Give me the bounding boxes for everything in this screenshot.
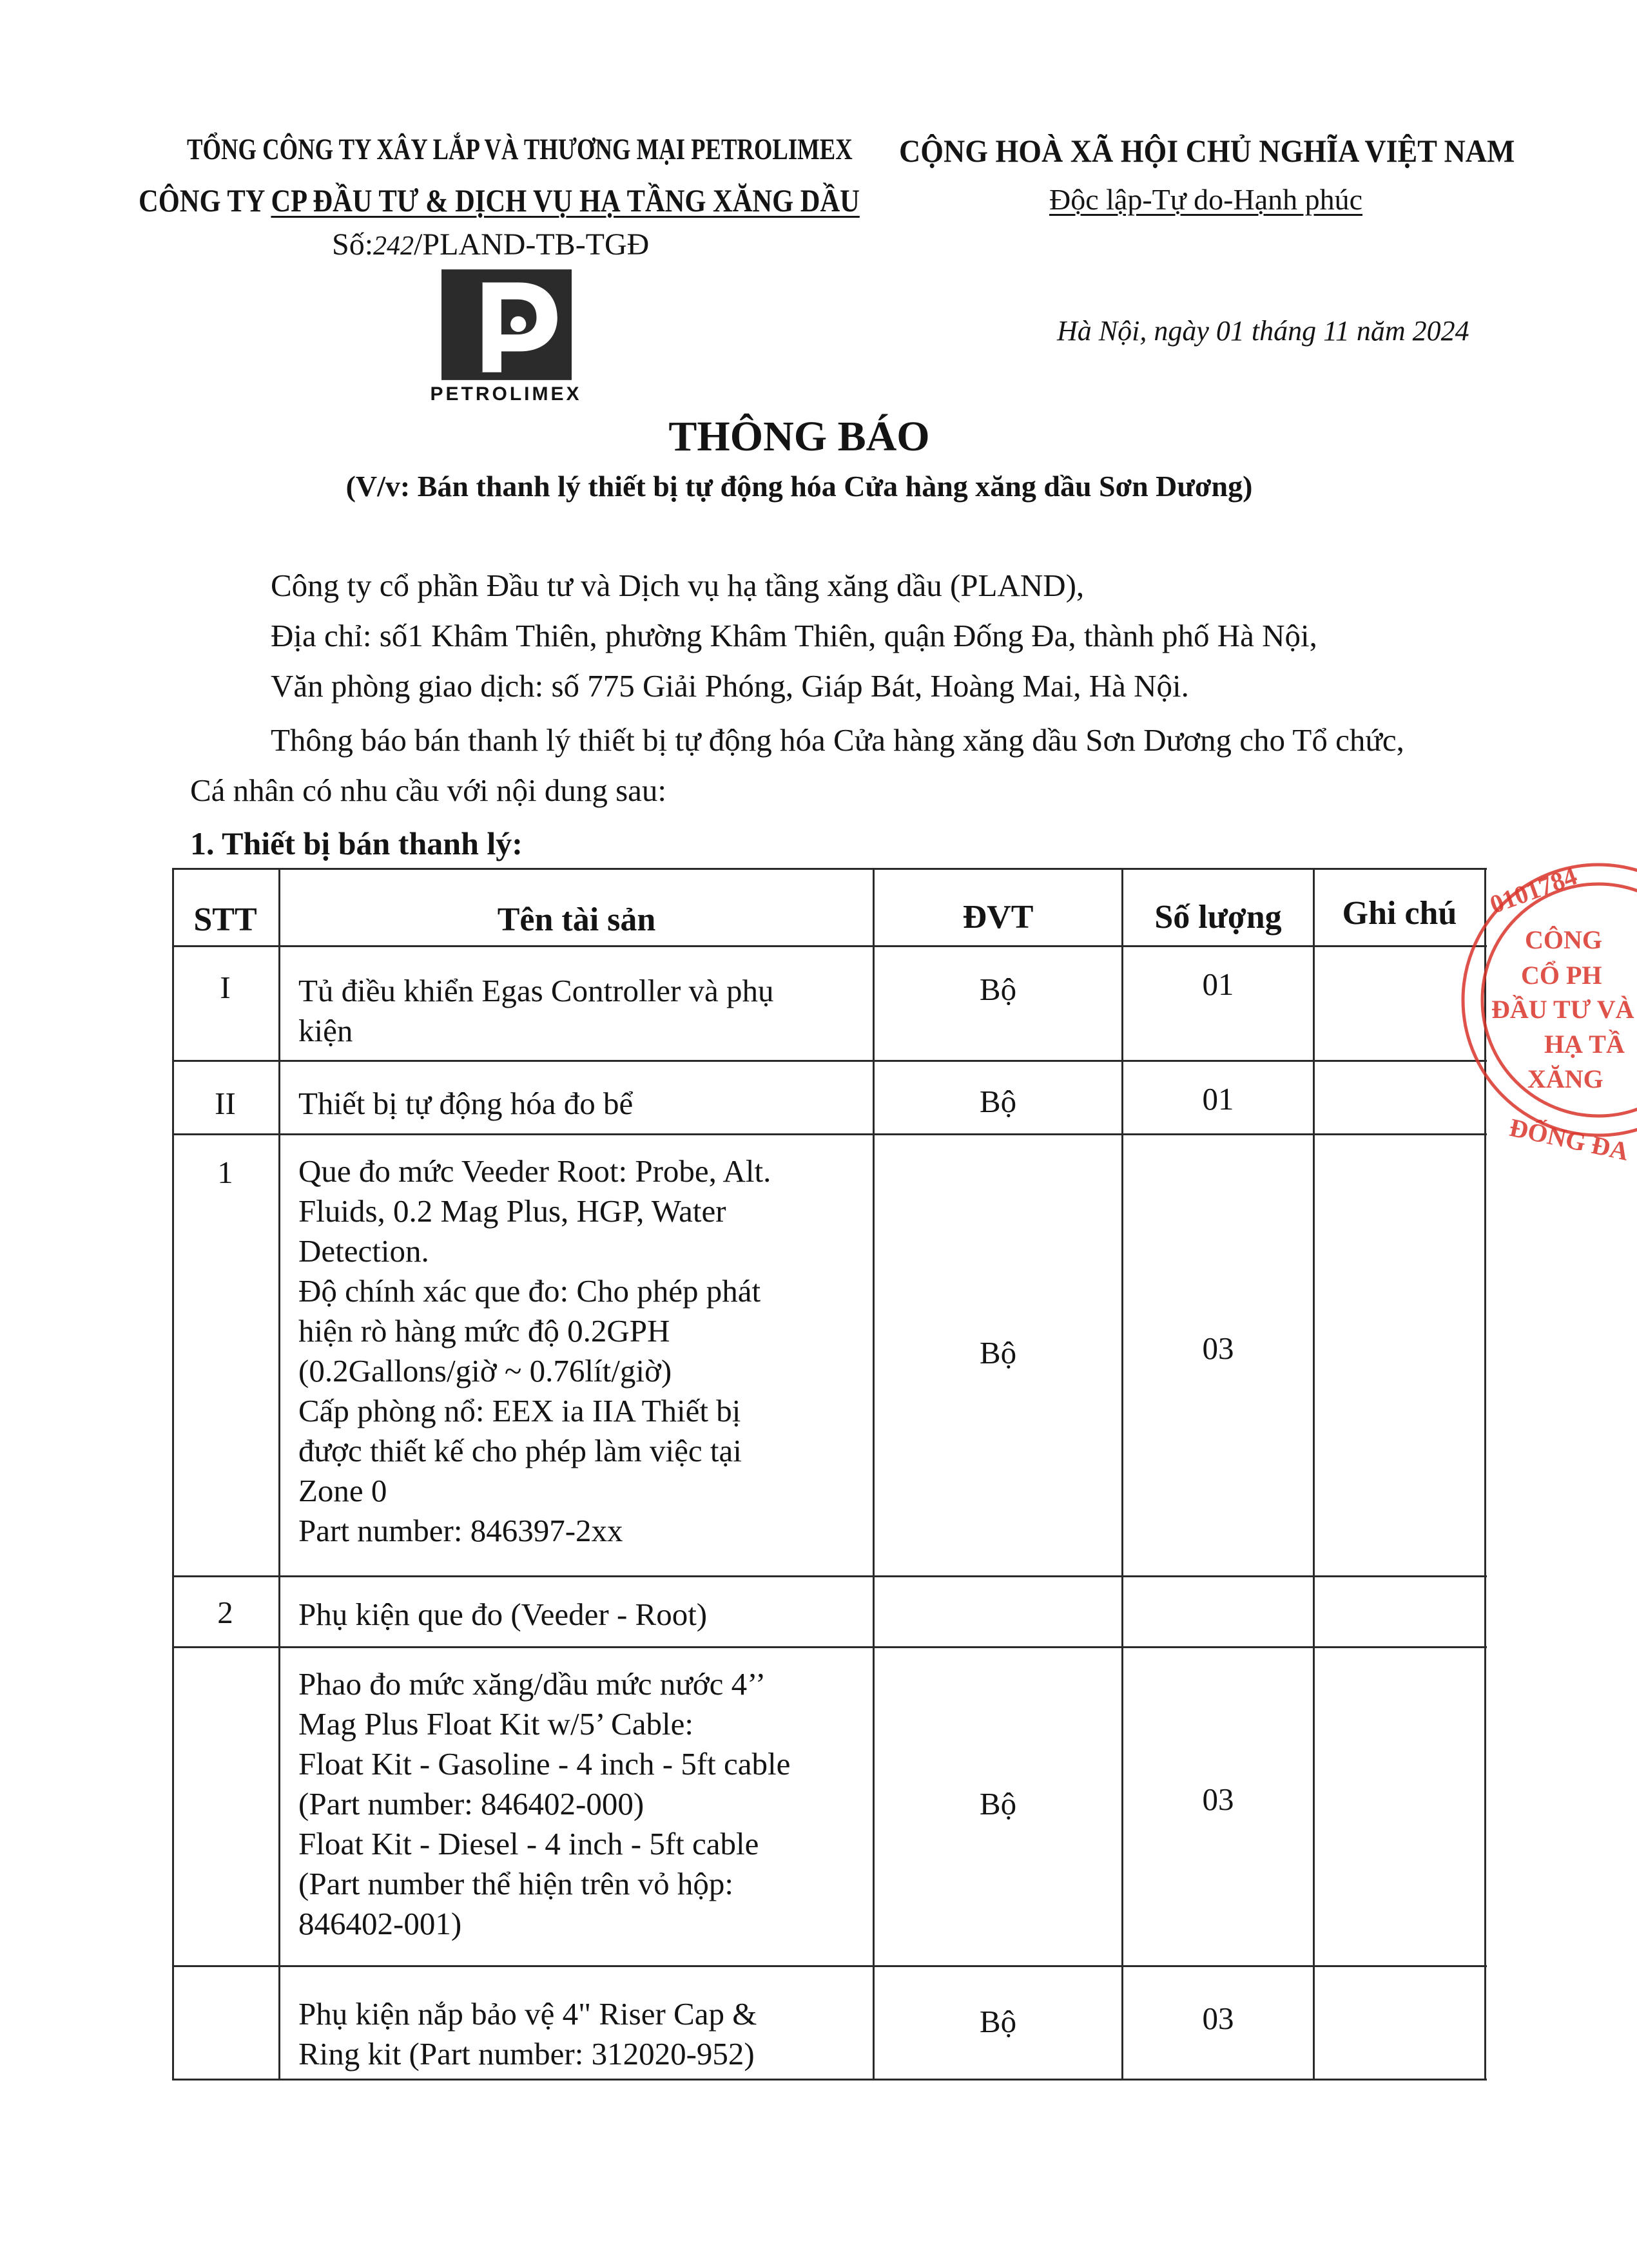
table-divider [172,1575,1487,1577]
row-unit: Bộ [979,1084,1017,1119]
header-unit: ĐVT [962,899,1034,936]
table-divider [172,1133,1487,1135]
office-address-line: Văn phòng giao dịch: số 775 Giải Phóng, Giáp Bát, Hoàng Mai, Hà Nội. [271,668,1189,704]
row-asset-name: Phụ kiện que đo (Veeder - Root) [298,1597,708,1632]
notice-statement-continuation: Cá nhân có nhu cầu với nội dung sau: [190,773,666,808]
table-divider [172,1965,1487,1967]
seal-line: CỔ PH [1521,961,1602,990]
row-stt: 1 [217,1155,233,1190]
document-date: Hà Nội, ngày 01 tháng 11 năm 2024 [1057,315,1469,347]
table-divider [278,868,280,2081]
table-divider [1313,868,1315,2081]
row-unit: Bộ [979,1335,1017,1370]
company-name-prefix: CÔNG TY [139,182,271,218]
seal-line: ĐẦU TƯ VÀ [1491,995,1634,1024]
seal-line: XĂNG [1527,1064,1603,1093]
table-divider [172,945,1487,947]
company-name [139,182,860,219]
row-quantity: 03 [1202,1782,1234,1817]
row-unit: Bộ [979,972,1017,1007]
national-title: CỘNG HOÀ XÃ HỘI CHỦ NGHĨA VIỆT NAM [899,133,1515,169]
table-divider [873,868,875,2081]
seal-line: CÔNG [1525,925,1602,954]
petrolimex-logo-icon [441,269,572,380]
notice-statement-line: Thông báo bán thanh lý thiết bị tự động hóa Cửa hàng xăng dầu Sơn Dương cho Tổ chức, [271,722,1404,758]
company-intro-line: Công ty cổ phần Đầu tư và Dịch vụ hạ tầng xăng dầu (PLAND), [271,568,1085,603]
section-heading-equipment: 1. Thiết bị bán thanh lý: [190,825,523,861]
row-asset-name: Thiết bị tự động hóa đo bể [298,1086,634,1121]
national-motto: Độc lập-Tự do-Hạnh phúc [1049,183,1363,216]
header-asset-name: Tên tài sản [497,901,656,938]
asset-table [172,868,1487,2081]
table-divider [172,1646,1487,1648]
row-stt: 2 [217,1595,233,1630]
company-seal-icon [1424,852,1637,1187]
seal-line: HẠ TẦ [1544,1030,1625,1059]
header-stt: STT [193,901,257,938]
row-quantity: 03 [1202,2001,1234,2036]
row-stt: I [220,970,231,1005]
notice-title: THÔNG BÁO [668,413,930,460]
document-number-suffix: /PLAND-TB-TGĐ [414,227,650,262]
row-stt: II [215,1086,236,1121]
row-quantity: 03 [1202,1331,1234,1366]
table-border-left [172,868,174,2081]
row-unit: Bộ [979,2004,1017,2039]
row-asset-name: Que đo mức Veeder Root: Probe, Alt. Fluids, 0.2 Mag Plus, HGP, Water Detection. Độ chính xác que đo: Cho phép phát hiện rò hàng mức độ 0.2GPH (0.2Gallons/giờ ~ 0.76lít/giờ) Cấp phòng nổ: EEX ia IIA Thiết bị được thiết kế cho phép làm việc tại Zone 0 Part number: 846397-2xx [298,1153,771,1548]
parent-organization: TỔNG CÔNG TY XÂY LẮP VÀ THƯƠNG MẠI PETROLIMEX [187,133,853,166]
header-quantity: Số lượng [1154,899,1282,936]
row-quantity: 01 [1202,1081,1234,1117]
row-asset-name: Phụ kiện nắp bảo vệ 4" Riser Cap & Ring kit (Part number: 312020-952) [298,1996,757,2071]
row-unit: Bộ [979,1786,1017,1821]
document-number [332,227,649,262]
document-number-prefix: Số: [332,227,374,262]
row-asset-name: Tủ điều khiển Egas Controller và phụ kiện [298,973,774,1048]
document-number-handwritten: 242 [373,231,414,261]
company-name-underlined: CP ĐẦU TƯ & DỊCH VỤ HẠ TẦNG XĂNG DẦU [271,182,860,218]
seal-ring-text: 0101784 [1486,861,1581,919]
table-border-bottom [172,2079,1487,2081]
table-border-top [172,868,1487,870]
table-divider [1121,868,1123,2081]
row-asset-name: Phao đo mức xăng/dầu mức nước 4’’ Mag Plus Float Kit w/5’ Cable: Float Kit - Gasoline - 4 inch - 5ft cable (Part number: 846402-000) Float Kit - Diesel - 4 inch - 5ft cable (Part number thể hiện trên vỏ hộp: 846402-001) [298,1666,791,1941]
logo-wordmark: PETROLIMEX [430,383,582,405]
notice-subject: (V/v: Bán thanh lý thiết bị tự động hóa Cửa hàng xăng dầu Sơn Dương) [345,470,1253,503]
row-quantity: 01 [1202,966,1234,1002]
table-divider [172,1060,1487,1062]
header-note: Ghi chú [1342,895,1457,932]
seal-bottom-text: ĐỐNG ĐA [1507,1112,1632,1166]
company-address-line: Địa chỉ: số1 Khâm Thiên, phường Khâm Thiên, quận Đống Đa, thành phố Hà Nội, [271,618,1317,653]
